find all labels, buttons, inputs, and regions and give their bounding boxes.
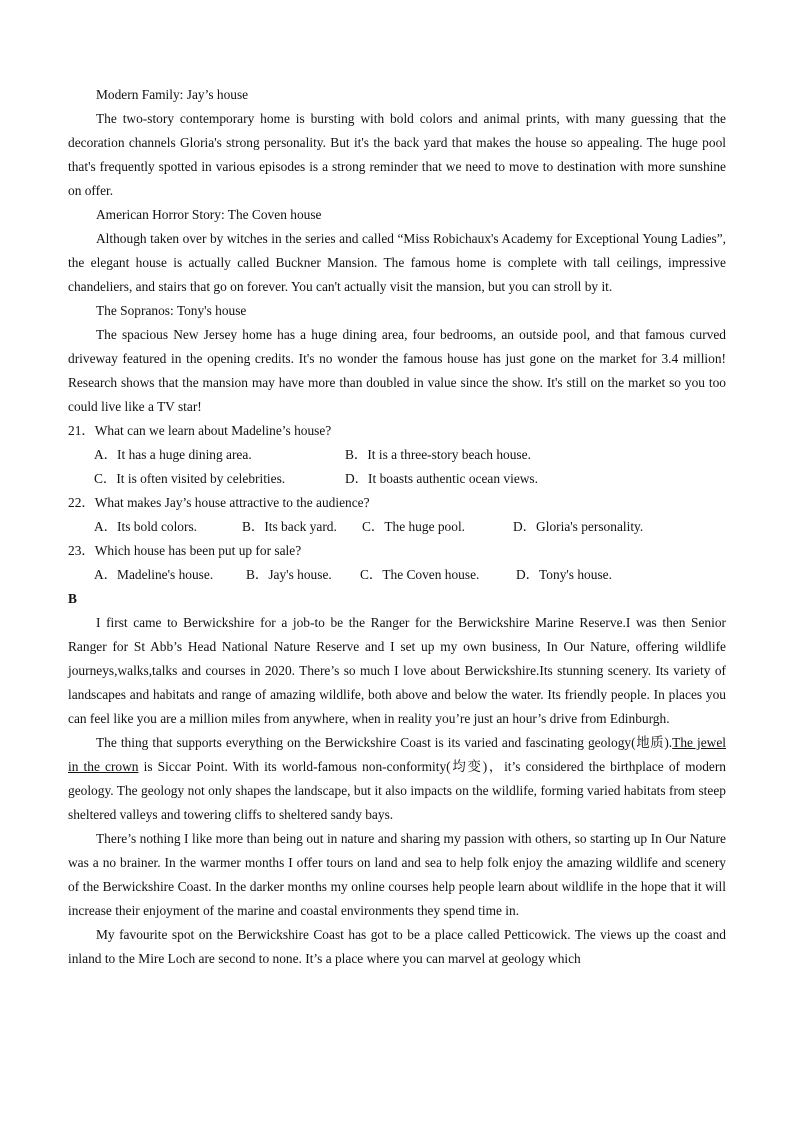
passage-b-p2-start: The thing that supports everything on the Berwickshire Coast is its varied and fascinating geology(地质). [96,735,673,750]
question-21-option-b: B．It is a three-story beach house. [345,447,531,462]
question-22-option-c: C．The huge pool. [362,519,466,534]
passage-b-paragraph-3: There’s nothing I like more than being out in nature and sharing my passion with others, so starting up In Our Nature was a no brainer. In the warmer months I offer tours on land and sea to help folk enjoy the amazing wildlife and scenery of the Berwickshire Coast. In the darker months my online courses help people learn about wildlife in the hope that it will increase their enjoyment of the marine and coastal environments they spend time in. [68,831,726,918]
question-23-option-d: D．Tony's house. [516,567,612,582]
tony-house-heading: The Sopranos: Tony's house [96,303,247,318]
coven-house-heading: American Horror Story: The Coven house [96,207,322,222]
question-21-option-a: A．It has a huge dining area. [94,447,252,462]
question-21-options-row2 [68,467,726,491]
question-22-options [68,515,726,539]
question-23-option-c: C．The Coven house. [360,567,480,582]
question-22-option-b: B．Its back yard. [242,519,337,534]
question-22-option-a: A．Its bold colors. [94,519,198,534]
question-21-option-c: C．It is often visited by celebrities. [94,471,286,486]
tony-house-paragraph: The spacious New Jersey home has a huge dining area, four bedrooms, an outside pool, and that famous curved driveway featured in the opening credits. It's no wonder the famous house has just gone on the market for 3.4 million! Research shows that the mansion may have more than doubled in value since the show. It's still on the market so you too could live like a TV star! [68,327,726,414]
question-23-option-b: B．Jay's house. [246,567,332,582]
question-23-options [68,563,726,587]
underlined-phrase-jewel-in-the-crown: The jewel in the crown [68,735,726,774]
question-22-option-d: D．Gloria's personality. [513,519,644,534]
passage-b-paragraph-2 [68,731,726,827]
passage-b-p2-end: is Siccar Point. With its world-famous non-conformity(均变)，it’s considered the birthplace of modern geology. The geology not only shapes the landscape, but it also impacts on the wildlife, forming varied habitats from steep sheltered valleys and towering cliffs to sheltered sandy bays. [68,759,727,822]
question-23-option-a: A．Madeline's house. [94,567,214,582]
question-23-stem: 23．Which house has been put up for sale? [68,543,302,558]
jay-house-paragraph: The two-story contemporary home is bursting with bold colors and animal prints, with many guessing that the decoration channels Gloria's strong personality. But it's the back yard that makes the house so appealing. The huge pool that's frequently spotted in various episodes is a strong reminder that we need to move to destination with more sunshine on offer. [68,111,726,198]
question-21-stem: 21．What can we learn about Madeline’s house? [68,423,332,438]
passage-b-paragraph-4: My favourite spot on the Berwickshire Coast has got to be a place called Petticowick. The views up the coast and inland to the Mire Loch are second to none. It’s a place where you can marvel at geology which [68,927,726,966]
document-page [68,83,726,971]
question-21-option-d: D．It boasts authentic ocean views. [345,471,538,486]
jay-house-heading: Modern Family: Jay’s house [96,87,249,102]
passage-b-paragraph-1: I first came to Berwickshire for a job-to be the Ranger for the Berwickshire Marine Reserve.I was then Senior Ranger for St Abb’s Head National Nature Reserve and I set up my own business, In Our Nature, offering wildlife journeys,walks,talks and courses in 2020. There’s so much I love about Berwickshire.Its stunning scenery. Its variety of landscapes and habitats and range of amazing wildlife, both above and below the water. Its friendly people. In places you can feel like you are a million miles from anywhere, when in reality you’re just an hour’s drive from Edinburgh. [68,615,726,726]
section-b-heading: B [68,591,77,606]
coven-house-paragraph: Although taken over by witches in the series and called “Miss Robichaux's Academy for Exceptional Young Ladies”, the elegant house is actually called Buckner Mansion. The famous home is complete with tall ceilings, impressive chandeliers, and stairs that go on forever. You can't actually visit the mansion, but you can stroll by it. [68,231,726,294]
question-21-options [68,443,726,467]
question-22-stem: 22．What makes Jay’s house attractive to the audience? [68,495,370,510]
